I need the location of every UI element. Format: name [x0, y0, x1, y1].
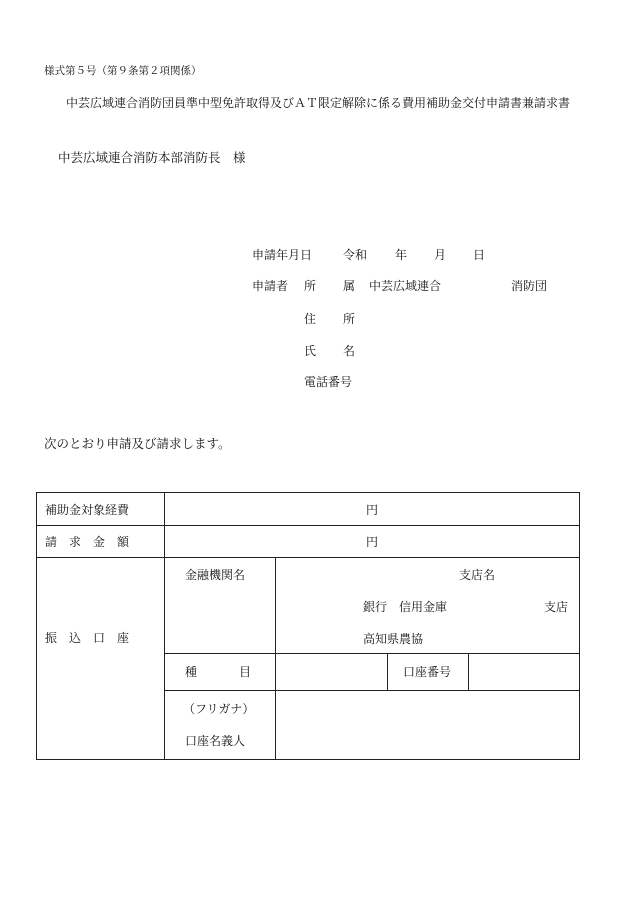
row-divider — [165, 653, 579, 654]
branch-suffix: 支店 — [544, 600, 569, 614]
name-label-1: 氏 — [304, 344, 317, 358]
column-divider — [275, 557, 276, 759]
affiliation-value: 中芸広域連合 — [369, 279, 442, 293]
page-title: 中芸広域連合消防団員準中型免許取得及びＡＴ限定解除に係る費用補助金交付申請書兼請求書 — [66, 96, 571, 110]
row-divider — [165, 690, 579, 691]
affiliation-label-1: 所 — [304, 279, 317, 293]
year-label: 年 — [395, 248, 408, 262]
furigana-label: （フリガナ） — [183, 702, 255, 716]
address-label-2: 所 — [343, 312, 356, 326]
addressee: 中芸広域連合消防本部消防長 様 — [58, 150, 246, 165]
row-divider — [37, 557, 579, 558]
day-label: 日 — [473, 248, 486, 262]
column-divider — [164, 493, 165, 759]
target-cost-unit: 円 — [366, 503, 379, 517]
name-label-2: 名 — [343, 344, 356, 358]
intro-text: 次のとおり申請及び請求します。 — [44, 436, 231, 451]
bank-name-label: 金融機関名 — [185, 568, 246, 582]
month-label: 月 — [434, 248, 447, 262]
claim-amount-unit: 円 — [366, 535, 379, 549]
affiliation-label-2: 属 — [343, 279, 356, 293]
account-type-label-2: 目 — [239, 665, 252, 679]
address-label-1: 住 — [304, 312, 317, 326]
bank-options: 銀行 信用金庫 — [363, 600, 448, 614]
kochi-ja-label: 高知県農協 — [363, 632, 424, 646]
column-divider — [387, 653, 388, 690]
account-number-label: 口座番号 — [403, 665, 452, 679]
branch-name-label: 支店名 — [459, 568, 496, 582]
form-number: 様式第５号（第９条第２項関係） — [44, 65, 202, 77]
application-table — [36, 492, 580, 760]
transfer-account-label: 振 込 口 座 — [45, 631, 130, 645]
account-holder-label: 口座名義人 — [185, 734, 246, 748]
column-divider — [468, 653, 469, 690]
account-type-label-1: 種 — [185, 665, 198, 679]
row-divider — [37, 525, 579, 526]
target-cost-label: 補助金対象経費 — [45, 503, 130, 517]
application-date-label: 申請年月日 — [252, 248, 313, 262]
claim-amount-label: 請 求 金 額 — [45, 535, 130, 549]
affiliation-suffix: 消防団 — [511, 279, 548, 293]
phone-label: 電話番号 — [304, 375, 353, 389]
era-label: 令和 — [343, 248, 368, 262]
applicant-label: 申請者 — [252, 279, 289, 293]
